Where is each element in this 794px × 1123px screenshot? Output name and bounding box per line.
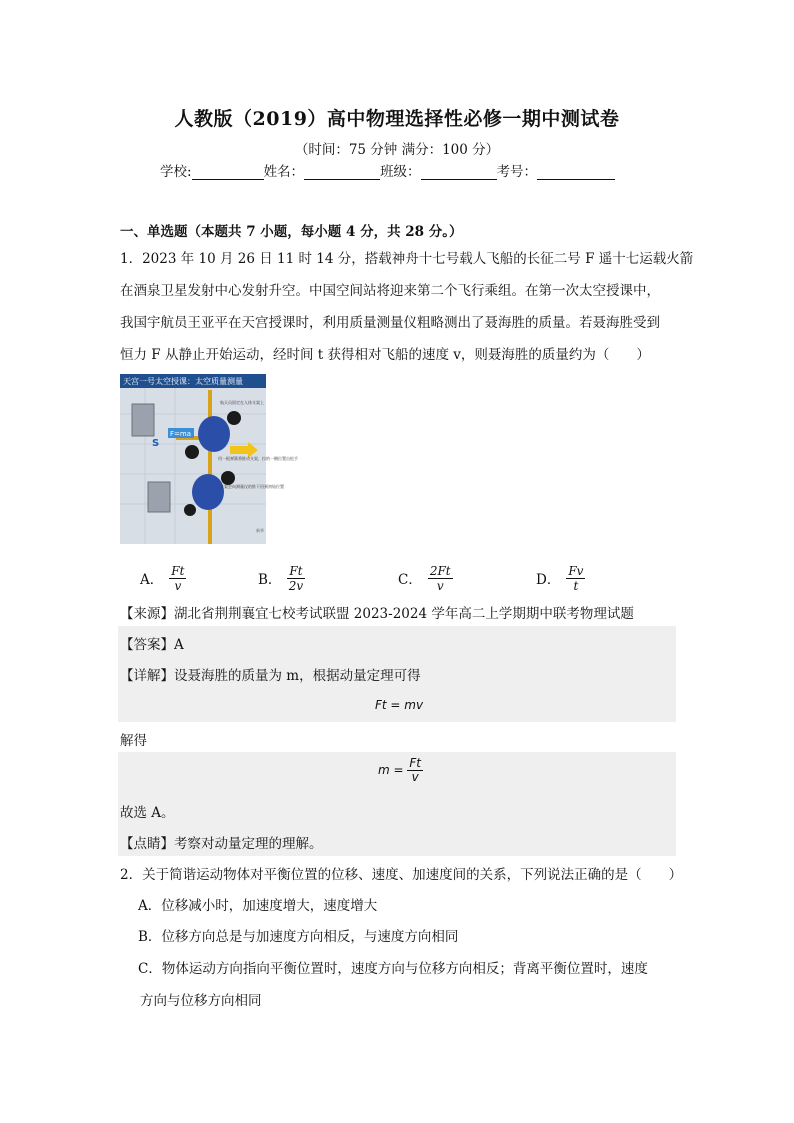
school-label: 学校:	[160, 164, 192, 180]
equation-impulse: Ft = mv	[375, 698, 424, 712]
q1-detail: 【详解】设聂海胜的质量为 m，根据动量定理可得	[120, 668, 421, 684]
figure-header: 天宫一号太空授课：太空质量测量	[123, 377, 243, 386]
q1-source: 【来源】湖北省荆荆襄宜七校考试联盟 2023-2024 学年高二上学期期中联考物理试题	[120, 606, 634, 622]
exam-no-label: 考号：	[496, 164, 538, 180]
q2-option-a[interactable]: A．位移减小时，加速度增大，速度增大	[138, 898, 378, 914]
class-blank	[421, 165, 497, 180]
figure-note: 支架会向测量仪的推下回到初始位置	[220, 484, 284, 489]
section-heading: 一、单选题（本题共 7 小题，每小题 4 分，共 28 分。）	[120, 224, 463, 240]
figure-note: 用一根弹簧将推动支架，拉的一侧位置自松手	[218, 456, 298, 461]
exam-no-blank	[537, 165, 615, 180]
q1-choice: 故选 A。	[120, 805, 175, 821]
figure-illustration	[120, 374, 298, 544]
q1-solve-label: 解得	[120, 733, 147, 749]
figure-note: 航天员固定在人体支架上	[220, 400, 264, 405]
option-d[interactable]: D． $\frac{Fv}{t}$	[536, 563, 584, 593]
answer-shade	[118, 626, 676, 658]
student-info-row	[160, 160, 615, 180]
q1-stem-line: 恒力 F 从静止开始运动，经时间 t 获得相对飞船的速度 v，则聂海胜的质量约为（ ）	[120, 347, 650, 363]
option-fraction: $\frac{Ft}{2v}$	[288, 563, 304, 593]
school-blank	[192, 165, 264, 180]
option-c[interactable]: C． $\frac{2Ft}{v}$	[398, 563, 451, 593]
figure-credit: 新华	[256, 528, 264, 533]
q1-answer: 【答案】A	[120, 637, 184, 653]
q2-stem: 2．关于简谐运动物体对平衡位置的位移、速度、加速度间的关系，下列说法正确的是（ ）	[120, 867, 683, 883]
name-label: 姓名：	[263, 164, 305, 180]
equation-mass: m = $\frac{Ft}{v}$	[378, 756, 421, 784]
q1-stem-line: 在酒泉卫星发射中心发射升空。中国空间站将迎来第二个飞行乘组。在第一次太空授课中，	[120, 283, 660, 299]
q1-options	[140, 560, 700, 596]
option-fraction: $\frac{Ft}{v}$	[171, 563, 185, 593]
q1-stem-line: 我国宇航员王亚平在天宫授课时，利用质量测量仪粗略测出了聂海胜的质量。若聂海胜受到	[120, 315, 660, 331]
class-label: 班级：	[380, 164, 421, 180]
option-fraction: $\frac{2Ft}{v}$	[429, 563, 451, 593]
option-fraction: $\frac{Fv}{t}$	[568, 563, 584, 593]
q1-stem-line: 1．2023 年 10 月 26 日 11 时 14 分，搭载神舟十七号载人飞船的长征二号 F 遥十七运载火箭	[120, 251, 694, 267]
option-a[interactable]: A． $\frac{Ft}{v}$	[140, 563, 185, 593]
name-blank	[304, 165, 380, 180]
option-b[interactable]: B． $\frac{Ft}{2v}$	[258, 563, 304, 593]
exam-subtitle: （时间：75 分钟 满分：100 分）	[294, 142, 500, 158]
q2-option-c[interactable]: C．物体运动方向指向平衡位置时，速度方向与位移方向相反；背离平衡位置时，速度	[138, 961, 648, 977]
figure-force-label: F=ma	[170, 430, 191, 438]
q1-comment: 【点睛】考察对动量定理的理解。	[120, 836, 323, 852]
space-mass-measurement-figure	[120, 374, 298, 544]
figure-s-label: S	[152, 438, 160, 449]
exam-title: 人教版（2019）高中物理选择性必修一期中测试卷	[174, 108, 620, 130]
q2-option-b[interactable]: B．位移方向总是与加速度方向相反，与速度方向相同	[138, 929, 459, 945]
q2-option-c-continued: 方向与位移方向相同	[140, 993, 262, 1009]
